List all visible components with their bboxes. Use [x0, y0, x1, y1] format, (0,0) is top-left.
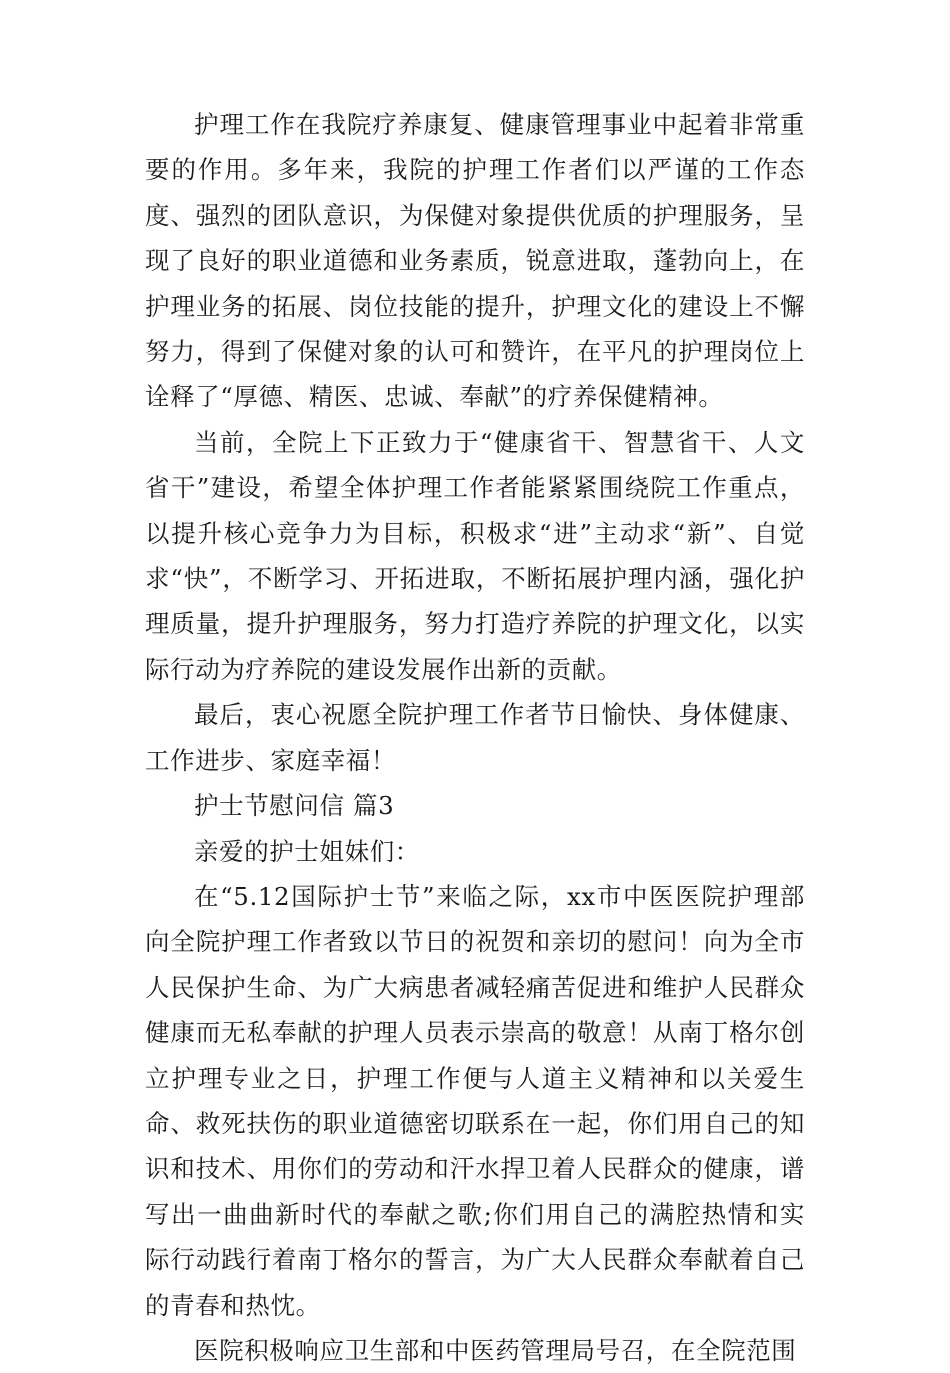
section-heading: 护士节慰问信 篇3: [194, 791, 395, 821]
paragraph-wishes: 最后，衷心祝愿全院护理工作者节日愉快、身体健康、工作进步、家庭幸福！: [145, 700, 805, 775]
document-page: [145, 102, 805, 1373]
paragraph-hospital-response: 医院积极响应卫生部和中医药管理局号召，在全院范围: [194, 1335, 797, 1365]
paragraph-current-goals: 当前，全院上下正致力于“健康省干、智慧省干、人文省干”建设，希望全体护理工作者能紧紧围绕院工作重点，以提升核心竞争力为目标，积极求“进”主动求“新”、自觉求“快”，不断学习、开拓进取，不断拓展护理内涵，强化护理质量，提升护理服务，努力打造疗养院的护理文化，以实际行动为疗养院的建设发展作出新的贡献。: [145, 427, 805, 684]
paragraph-nursing-role: 护理工作在我院疗养康复、健康管理事业中起着非常重要的作用。多年来，我院的护理工作者们以严谨的工作态度、强烈的团队意识，为保健对象提供优质的护理服务，呈现了良好的职业道德和业务素质，锐意进取，蓬勃向上，在护理业务的拓展、岗位技能的提升，护理文化的建设上不懈努力，得到了保健对象的认可和赞许，在平凡的护理岗位上诠释了“厚德、精医、忠诚、奉献”的疗养保健精神。: [145, 110, 805, 412]
salutation: 亲爱的护士姐妹们：: [194, 836, 420, 866]
paragraph-greeting: 在“5.12国际护士节”来临之际，xx市中医医院护理部向全院护理工作者致以节日的祝贺和亲切的慰问！向为全市人民保护生命、为广大病患者减轻痛苦促进和维护人民群众健康而无私奉献的护理人员表示崇高的敬意！从南丁格尔创立护理专业之日，护理工作便与人道主义精神和以关爱生命、救死扶伤的职业道德密切联系在一起，你们用自己的知识和技术、用你们的劳动和汗水捍卫着人民群众的健康，谱写出一曲曲新时代的奉献之歌;你们用自己的满腔热情和实际行动践行着南丁格尔的誓言，为广大人民群众奉献着自己的青春和热忱。: [145, 881, 805, 1320]
